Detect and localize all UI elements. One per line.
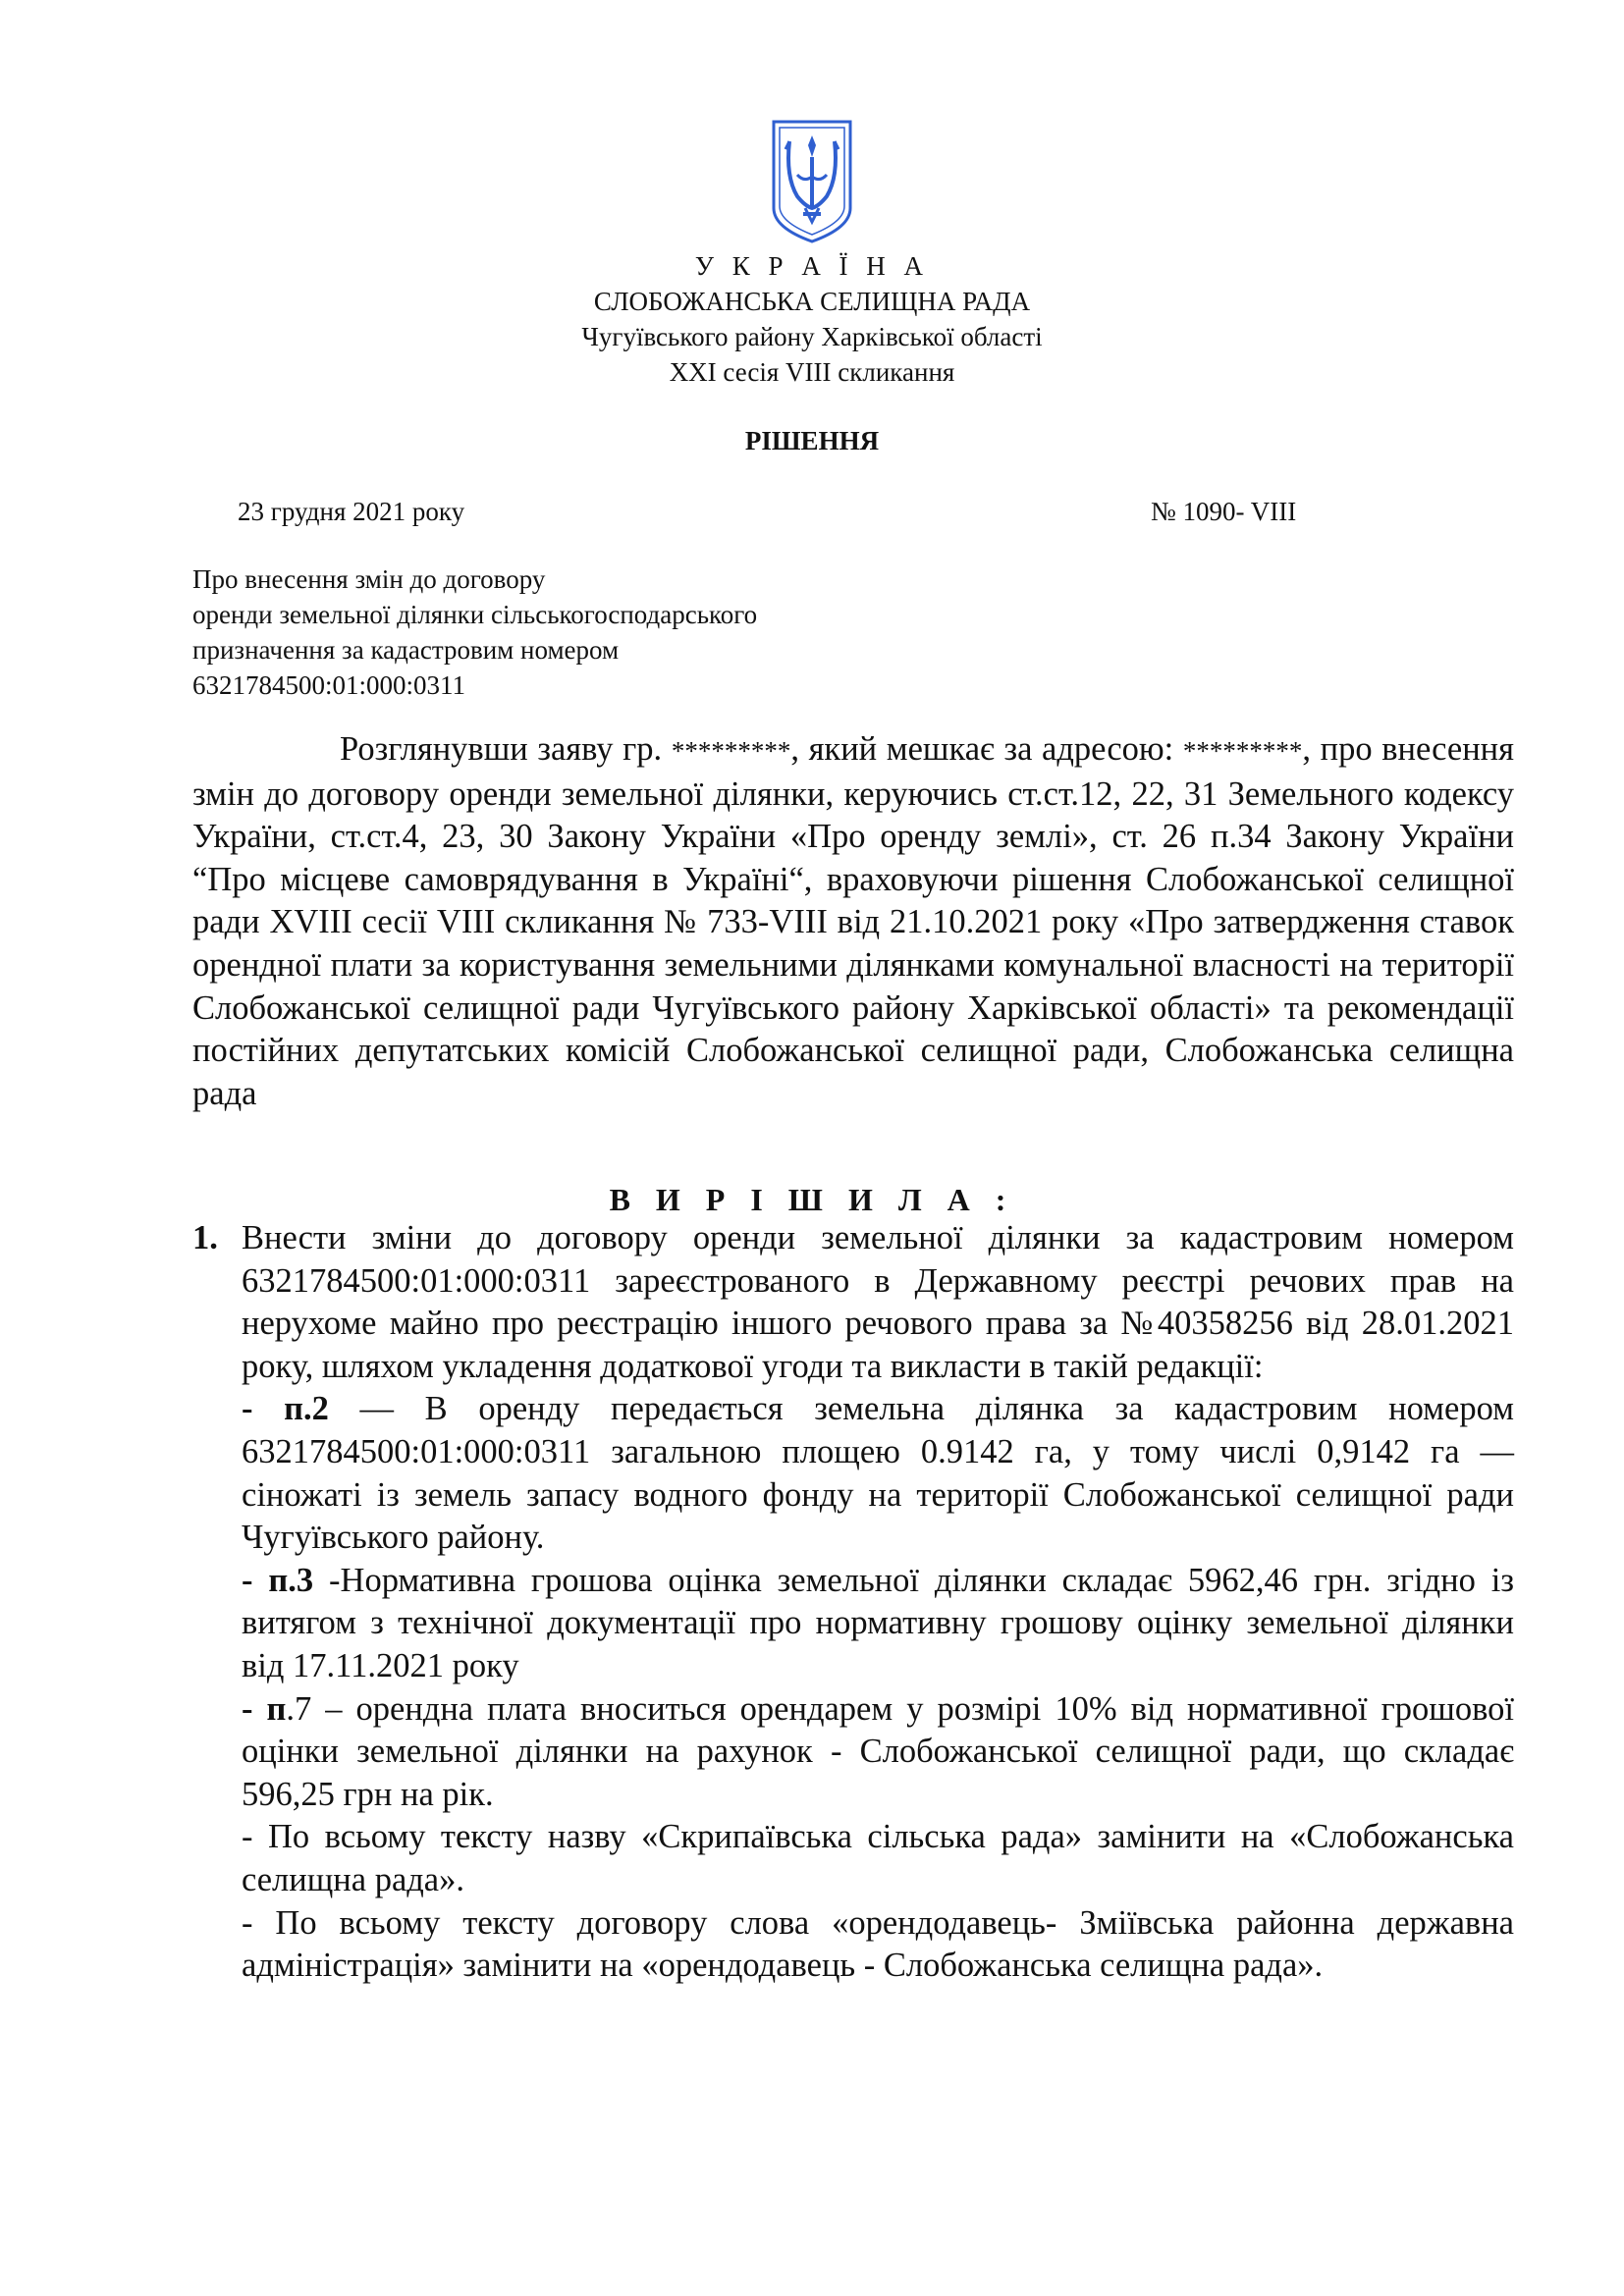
- coat-of-arms-icon: [768, 118, 856, 245]
- subject-line: Про внесення змін до договору: [192, 564, 546, 594]
- preamble-text: , про внесення змін до договору оренди земельної ділянки, керуючись ст.ст.12, 22, 31 Земельного кодексу України, ст.ст.4, 23, 30 Закону України «Про оренду землі», ст. 26 п.34 Закону України “Про місцеве самоврядування в Україні“, враховуючи рішення Слобожанської селищної ради XVIII сесії VIII скликання № 733-VIII від 21.10.2021 року «Про затвердження ставок орендної плати за користування земельними ділянками комунальної власності на території Слобожанської селищної ради Чугуївського району Харківської області» та рекомендації постійних депутатських комісій Слобожанської селищної ради, Слобожанська селищна рада: [192, 730, 1514, 1112]
- masked-address: *********: [1182, 736, 1303, 766]
- clause-3: [242, 1560, 1514, 1688]
- preamble-text: , який мешкає за адресою:: [790, 730, 1183, 768]
- decision-subject: [192, 561, 1076, 703]
- clause-7: [242, 1688, 1514, 1817]
- clause-text: .7 – орендна плата вноситься орендарем у розмірі 10% від нормативної грошової оцінки земельної ділянки на рахунок - Слобожанської селищної ради, що складає 596,25 грн на рік.: [242, 1689, 1514, 1813]
- session-line: XXI сесія VIII скликання: [669, 357, 955, 387]
- subject-line: призначення за кадастровим номером: [192, 635, 620, 665]
- subject-line: 6321784500:01:000:0311: [192, 670, 466, 700]
- clause-label: - п.2: [242, 1390, 329, 1428]
- preamble-text: Розглянувши заяву гр.: [340, 730, 672, 768]
- preamble: [192, 728, 1514, 1115]
- item-1: [192, 1217, 1514, 1388]
- decision-date: 23 грудня 2021 року: [238, 497, 465, 526]
- clause-2: [242, 1388, 1514, 1559]
- decision-items: [192, 1217, 1514, 1988]
- country-title: У К Р А Ї Н А: [694, 251, 930, 281]
- district-line: Чугуївського району Харківської області: [581, 322, 1043, 351]
- decision-number: № 1090- VIII: [1151, 497, 1297, 526]
- clause-text: — В оренду передається земельна ділянка за кадастровим номером 6321784500:01:000:0311 загальною площею 0.9142 га, у тому числі 0,9142 га — сіножаті із земель запасу водного фонду на території Слобожанської селищної ради Чугуївського району.: [242, 1390, 1514, 1557]
- clause-label: - п.3: [242, 1561, 314, 1599]
- council-title: СЛОБОЖАНСЬКА СЕЛИЩНА РАДА: [593, 287, 1031, 316]
- clause-text: -Нормативна грошова оцінка земельної ділянки складає 5962,46 грн. згідно із витягом з технічної документації про нормативну грошову оцінку земельної ділянки від 17.11.2021 року: [242, 1561, 1514, 1684]
- item-number: 1.: [192, 1219, 218, 1256]
- rename-clause: - По всьому тексту назву «Скрипаївська сільська рада» замінити на «Слобожанська селищна рада».: [242, 1818, 1514, 1898]
- masked-name: *********: [671, 736, 791, 766]
- clause-label: - п: [242, 1689, 287, 1728]
- resolved-heading: В И Р І Ш И Л А :: [609, 1182, 1015, 1217]
- rename-clause: - По всьому тексту договору слова «орендодавець- Зміївська районна державна адміністрація» замінити на «орендодавець - Слобожанська селищна рада».: [242, 1903, 1514, 1985]
- item-text: Внести зміни до договору оренди земельної ділянки за кадастровим номером 6321784500:01:000:0311 зареєстрованого в Державному реєстрі речових прав на нерухоме майно про реєстрацію іншого речового права за №40358256 від 28.01.2021 року, шляхом укладення додаткової угоди та викласти в такій редакції:: [242, 1219, 1514, 1385]
- subject-line: оренди земельної ділянки сільськогосподарського: [192, 600, 758, 629]
- document-type: РІШЕННЯ: [744, 426, 880, 455]
